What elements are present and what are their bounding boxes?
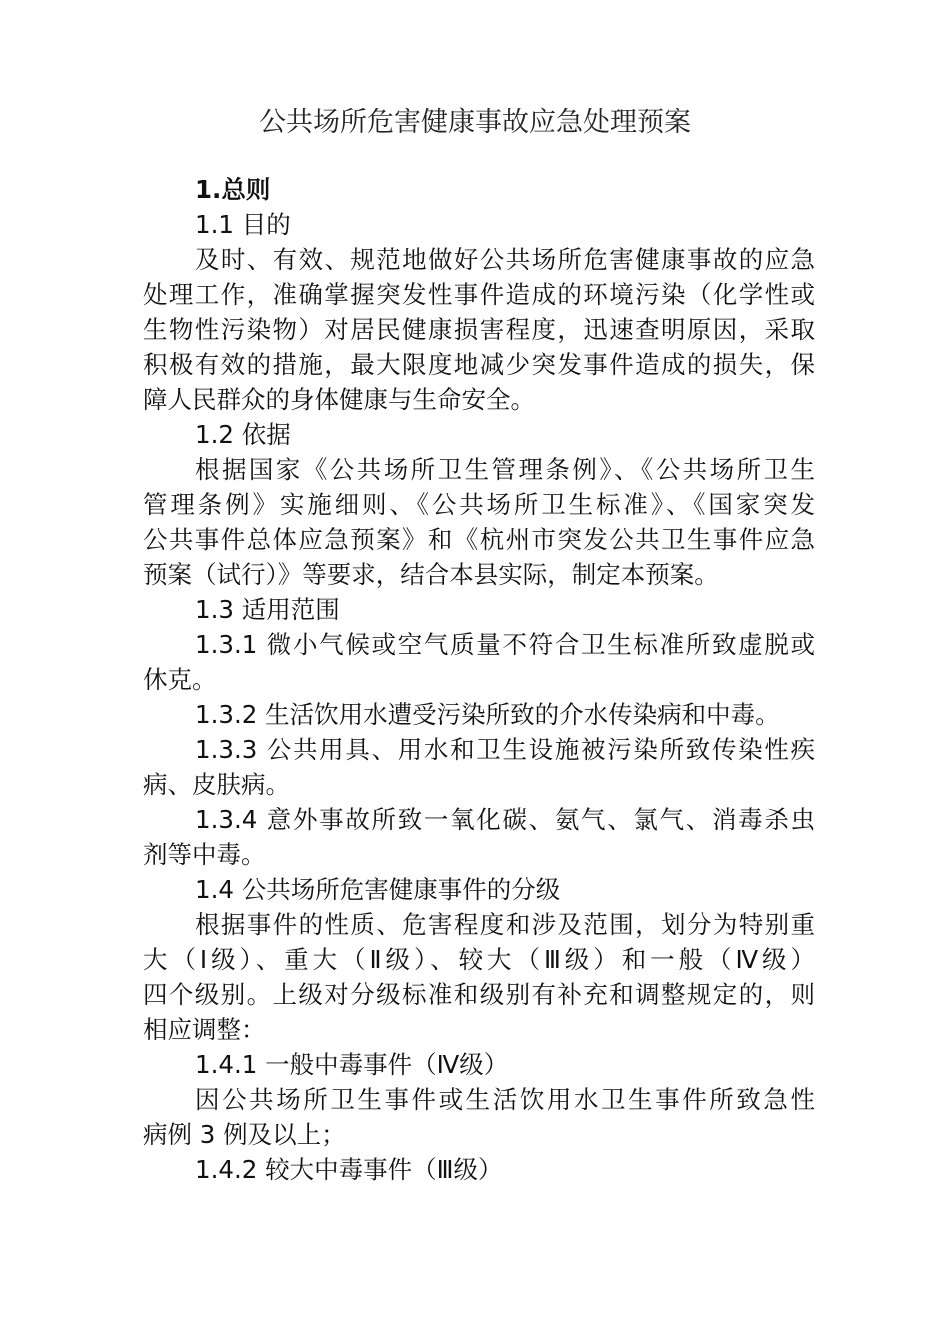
paragraph-grading — [143, 907, 815, 1047]
paragraph-line: 根据国家《公共场所卫生管理条例》、《公共场所卫生 — [195, 455, 815, 484]
paragraph-line: 病、皮肤病。 — [143, 770, 290, 799]
heading-grading — [143, 872, 815, 907]
paragraph-line: 1.3.1 微小气候或空气质量不符合卫生标准所致虚脱或 — [195, 630, 815, 659]
heading-text: 1.4.2 较大中毒事件（Ⅲ级） — [195, 1155, 503, 1184]
paragraph-line: 相应调整： — [143, 1015, 266, 1044]
paragraph-line: 预案（试行）》等要求，结合本县实际，制定本预案。 — [143, 560, 719, 589]
paragraph-line: 大（Ⅰ级）、重大（Ⅱ级）、较大（Ⅲ级）和一般（Ⅳ级） — [143, 945, 815, 974]
document-body — [143, 172, 815, 1187]
heading-level-3 — [143, 1152, 815, 1187]
paragraph-line: 根据事件的性质、危害程度和涉及范围，划分为特别重 — [195, 910, 815, 939]
paragraph-scope-4 — [143, 802, 815, 872]
paragraph-line: 公共事件总体应急预案》和《杭州市突发公共卫生事件应急 — [143, 525, 815, 554]
heading-text: 1.4 公共场所危害健康事件的分级 — [195, 875, 561, 904]
paragraph-line: 因公共场所卫生事件或生活饮用水卫生事件所致急性 — [195, 1085, 815, 1114]
paragraph-scope-2 — [143, 697, 815, 732]
document-title: 公共场所危害健康事故应急处理预案 — [259, 107, 691, 138]
heading-text: 1.4.1 一般中毒事件（Ⅳ级） — [195, 1050, 509, 1079]
paragraph-scope-1 — [143, 627, 815, 697]
heading-text: 1.3 适用范围 — [195, 595, 340, 624]
heading-text: 1.总则 — [195, 175, 271, 204]
heading-general — [143, 172, 815, 207]
paragraph-purpose — [143, 242, 815, 417]
paragraph-line: 休克。 — [143, 665, 217, 694]
paragraph-level-4 — [143, 1082, 815, 1152]
heading-scope — [143, 592, 815, 627]
paragraph-line: 剂等中毒。 — [143, 840, 266, 869]
paragraph-line: 1.3.2 生活饮用水遭受污染所致的介水传染病和中毒。 — [195, 700, 780, 729]
heading-text: 1.2 依据 — [195, 420, 291, 449]
paragraph-line: 积极有效的措施，最大限度地减少突发事件造成的损失，保 — [143, 350, 815, 379]
paragraph-scope-3 — [143, 732, 815, 802]
paragraph-line: 障人民群众的身体健康与生命安全。 — [143, 385, 535, 414]
paragraph-line: 处理工作，准确掌握突发性事件造成的环境污染（化学性或 — [143, 280, 815, 309]
heading-basis — [143, 417, 815, 452]
paragraph-line: 四个级别。上级对分级标准和级别有补充和调整规定的，则 — [143, 980, 815, 1009]
heading-text: 1.1 目的 — [195, 210, 291, 239]
paragraph-line: 病例 3 例及以上； — [143, 1120, 346, 1149]
heading-purpose — [143, 207, 815, 242]
paragraph-line: 1.3.3 公共用具、用水和卫生设施被污染所致传染性疾 — [195, 735, 815, 764]
paragraph-line: 及时、有效、规范地做好公共场所危害健康事故的应急 — [195, 245, 815, 274]
paragraph-line: 管理条例》实施细则、《公共场所卫生标准》、《国家突发 — [143, 490, 815, 519]
paragraph-line: 1.3.4 意外事故所致一氧化碳、氨气、氯气、消毒杀虫 — [195, 805, 815, 834]
heading-level-4 — [143, 1047, 815, 1082]
paragraph-basis — [143, 452, 815, 592]
paragraph-line: 生物性污染物）对居民健康损害程度，迅速查明原因，采取 — [143, 315, 815, 344]
